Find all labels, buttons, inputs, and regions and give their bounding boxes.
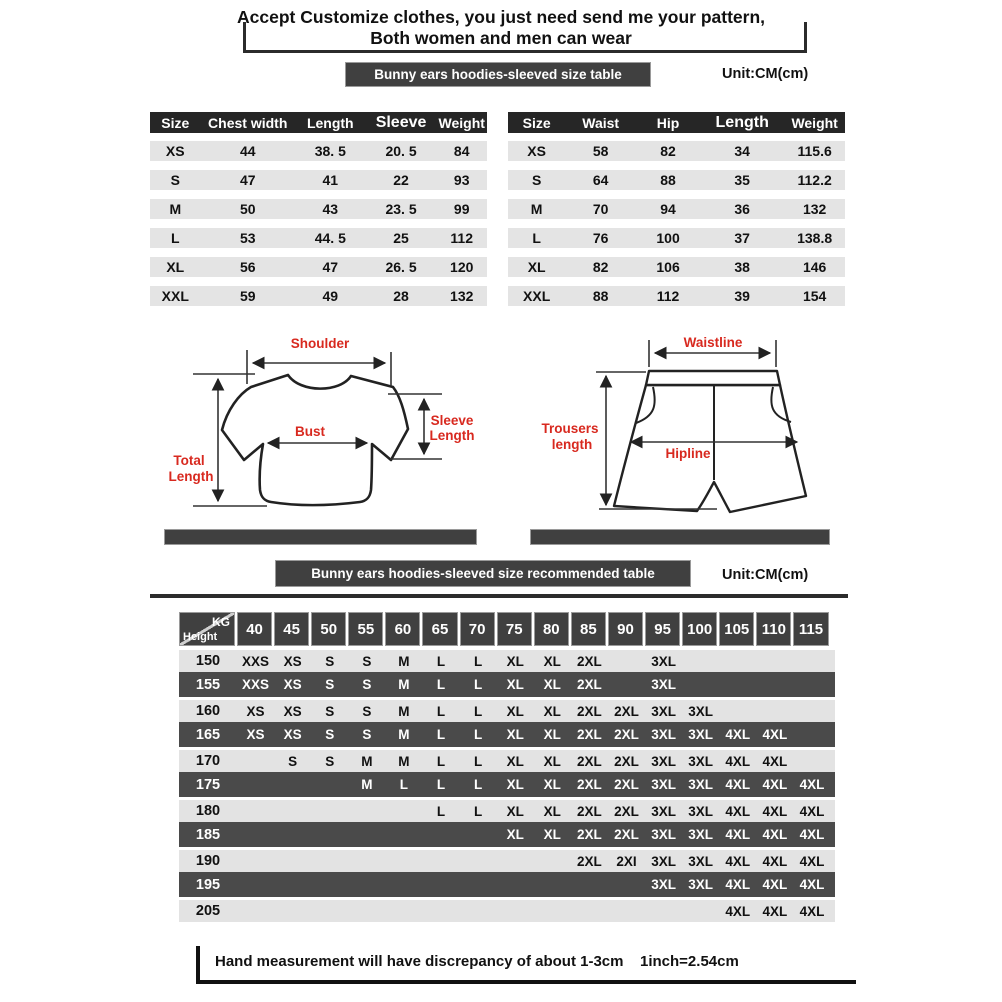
size-cell: 44. 5 [314,230,346,246]
recommend-cell: 3XL [651,677,676,692]
size-cell: 112 [656,288,680,304]
recommend-cell: 3XL [651,727,676,742]
recommend-cell: L [473,727,483,742]
weight-column-header: 40 [237,612,272,646]
recommend-cell: 3XL [651,827,676,842]
recommend-cell: 4XL [762,827,788,842]
recommend-cell: S [325,703,335,719]
weight-column-header: 115 [793,612,828,646]
size-cell: 99 [453,201,470,217]
weight-column-header: 55 [348,612,383,646]
recommend-cell: 3XL [688,877,714,892]
recommended-size-matrix [179,612,835,922]
recommend-cell: 4XL [725,827,751,842]
recommend-row [179,647,835,672]
size-cell: 41 [322,172,339,188]
recommend-cell: S [362,703,372,719]
heading-line2: Both women and men can wear [370,28,632,48]
recommend-cell: 3XL [688,803,714,819]
recommend-cell: XL [543,803,561,819]
size-row [150,199,487,219]
height-label: 165 [195,726,221,743]
hoodie-table-title [345,62,651,87]
recommend-cell: 3XL [688,727,714,742]
recommend-cell: XL [543,777,561,792]
recommend-cell: 3XL [688,753,714,769]
recommend-cell: 2XL [577,677,602,692]
shirt-outline [222,375,408,505]
size-cell: 64 [592,172,609,188]
weight-column-header: 45 [274,612,309,646]
size-cell: S [531,172,542,188]
recommend-cell: M [398,727,410,742]
column-header: Size [161,114,190,131]
recommend-cell: 3XL [651,653,676,669]
size-cell: 154 [802,288,827,304]
recommend-cell: S [362,653,372,669]
size-cell: 34 [734,143,750,159]
recommend-cell: 4XL [762,903,788,919]
recommend-cell: 2XL [614,803,639,819]
recommend-cell: S [325,677,335,692]
recommend-cell: L [436,727,446,742]
recommend-row [179,747,835,772]
column-header: Weight [438,114,485,131]
size-cell: 25 [393,230,409,246]
recommend-cell: 4XL [725,853,751,869]
weight-column-header: 85 [571,612,606,646]
shorts-measurement-diagram [510,330,850,530]
recommend-cell: XL [506,753,524,769]
recommend-cell: XL [506,777,524,792]
recommend-cell: 2XL [614,827,639,842]
recommend-cell: M [398,703,410,719]
footer-bottom-bar [196,980,856,984]
recommend-cell: 4XL [725,777,751,792]
size-cell: 38. 5 [314,143,346,159]
trousers-length-label-2: length [551,437,593,452]
recommend-cell: L [436,653,446,669]
size-cell: M [169,201,182,217]
hipline-label: Hipline [665,446,711,461]
recommend-cell: 4XL [762,803,788,819]
recommend-cell: 2XL [614,727,639,742]
recommend-cell: XS [283,677,302,692]
size-cell: 20. 5 [385,143,417,159]
size-cell: 84 [453,143,470,159]
recommend-cell: XS [283,703,302,719]
column-header: Sleeve [375,113,427,131]
height-label: 195 [195,876,221,893]
recommend-cell: M [398,753,410,769]
size-cell: 38 [734,259,750,275]
size-cell: XXL [161,288,189,304]
matrix-corner-cell [179,612,235,646]
size-cell: M [530,201,543,217]
recommend-cell: S [362,677,372,692]
shirt-measurement-diagram [160,330,500,530]
size-cell: S [170,172,180,188]
recommended-table-title [275,560,691,587]
recommend-cell: L [436,677,446,692]
size-row [150,228,487,248]
recommend-cell: 4XL [799,803,825,819]
size-cell: 94 [660,201,676,217]
size-cell: XL [527,259,546,275]
recommend-cell: M [398,677,410,692]
recommend-cell: XL [543,827,561,842]
weight-column-header: 100 [682,612,717,646]
size-cell: 106 [656,259,680,275]
size-row [508,170,845,190]
height-label: 205 [195,903,221,919]
size-row [150,286,487,306]
recommend-cell: L [473,677,483,692]
matrix-header-row [179,612,835,646]
size-row [150,170,487,190]
size-cell: 36 [734,201,750,217]
size-cell: XL [166,259,185,275]
size-cell: 146 [802,259,827,275]
recommend-cell: 3XL [651,853,676,869]
recommend-cell: 4XL [762,753,788,769]
recommend-row [179,772,835,797]
recommended-table-title-text: Bunny ears hoodies-sleeved size recommended table [311,566,655,581]
bust-label: Bust [295,424,325,439]
size-cell: 58 [592,143,609,159]
corner-height-label: Height [183,631,218,643]
size-cell: 47 [322,259,339,275]
recommend-cell: XS [246,727,265,742]
recommend-cell: 2XL [577,753,602,769]
height-label: 170 [195,753,221,769]
recommend-cell: 2XL [577,803,602,819]
size-cell: XS [527,143,546,159]
recommend-cell: 3XL [651,703,676,719]
hoodie-table-title-text: Bunny ears hoodies-sleeved size table [374,67,622,82]
table-header-row [508,112,845,133]
recommend-cell: XL [543,727,561,742]
recommend-cell: S [288,753,298,769]
size-cell: 82 [592,259,609,275]
size-cell: 59 [239,288,256,304]
size-cell: 112 [450,230,473,246]
height-label: 180 [195,803,221,819]
recommend-cell: XL [506,653,524,669]
size-row [150,141,487,161]
matrix-body [179,647,835,922]
recommend-cell: M [398,653,410,669]
size-cell: 93 [453,172,470,188]
corner-kg-label: KG [212,615,230,629]
recommend-cell: 2XL [614,777,639,792]
recommend-cell: 2XL [577,703,602,719]
recommend-cell: M [361,777,373,792]
sleeve-length-label-1: Sleeve [430,413,474,428]
size-row [508,199,845,219]
recommend-row [179,822,835,847]
weight-column-header: 70 [460,612,495,646]
size-cell: 88 [660,172,676,188]
size-cell: 44 [239,143,256,159]
size-cell: 100 [656,230,680,246]
recommend-cell: 3XL [651,877,676,892]
height-label: 160 [195,703,221,719]
trousers-length-label-1: Trousers [541,421,599,436]
unit-label-1: Unit:CM(cm) [722,66,809,82]
height-label: 150 [195,653,221,669]
recommend-cell: 2XL [577,653,602,669]
size-cell: L [170,230,180,246]
recommend-cell: S [325,727,335,742]
shorts-waistband [646,371,780,385]
height-label: 155 [195,676,221,693]
recommend-cell: 2XL [577,827,602,842]
shoulder-label: Shoulder [290,336,350,351]
recommend-cell: S [362,727,372,742]
recommend-cell: S [325,753,335,769]
size-cell: 49 [322,288,339,304]
recommend-cell: L [436,703,446,719]
recommend-cell: 4XL [725,903,751,919]
recommend-cell: XS [246,703,265,719]
section-rule [150,594,848,598]
recommend-row [179,697,835,722]
weight-column-header: 50 [311,612,346,646]
recommend-cell: 4XL [799,853,825,869]
column-header: Waist [582,114,620,131]
size-cell: 56 [239,259,256,275]
weight-column-header: 105 [719,612,754,646]
sleeve-length-label-2: Length [429,428,475,443]
column-header: Size [522,114,551,131]
recommend-cell: L [399,777,409,792]
size-cell: 120 [450,259,474,275]
recommend-cell: 4XL [762,853,788,869]
size-cell: 43 [322,201,339,217]
size-cell: 26. 5 [385,259,417,275]
weight-column-header: 110 [756,612,791,646]
recommend-cell: 4XL [799,903,825,919]
size-cell: 115.6 [797,143,832,159]
recommend-cell: 3XL [651,777,676,792]
recommend-cell: XL [506,727,524,742]
recommend-cell: XL [506,677,524,692]
size-row [508,228,845,248]
size-cell: 23. 5 [385,201,417,217]
column-header: Weight [791,114,838,131]
recommend-row [179,897,835,922]
recommend-cell: 4XL [725,803,751,819]
recommend-cell: 4XL [799,827,825,842]
weight-column-header: 60 [385,612,420,646]
recommend-cell: L [473,653,483,669]
size-cell: 76 [592,230,609,246]
heading-line1: Accept Customize clothes, you just need send me your pattern, [236,7,766,27]
recommend-cell: 3XL [688,827,714,842]
column-header: Chest width [208,114,288,131]
weight-column-header: 95 [645,612,680,646]
recommend-row [179,722,835,747]
weight-column-header: 65 [422,612,457,646]
size-cell: 132 [802,201,827,217]
size-cell: 28 [393,288,409,304]
unit-label-2: Unit:CM(cm) [722,567,809,583]
recommend-cell: 2XL [614,753,639,769]
total-length-label-1: Total [173,453,205,468]
column-header: Length [306,114,354,131]
recommend-cell: XL [506,827,524,842]
recommend-cell: S [325,653,335,669]
size-cell: 47 [239,172,256,188]
recommend-cell: 2XI [616,853,637,869]
recommend-cell: 3XL [651,803,676,819]
inch-conversion: 1inch=2.54cm [640,953,739,970]
weight-column-header: 90 [608,612,643,646]
size-row [508,141,845,161]
divider-bar-right [530,529,830,545]
recommend-cell: L [436,777,446,792]
height-label: 190 [195,853,221,869]
recommend-cell: L [473,703,483,719]
recommend-cell: 4XL [762,877,788,892]
height-label: 175 [195,776,221,793]
recommend-cell: 4XL [799,777,825,792]
table-header-row [150,112,487,133]
recommend-cell: 2XL [577,727,602,742]
column-header: Length [715,113,769,131]
shorts-size-table [508,112,845,315]
recommend-cell: 4XL [799,877,825,892]
recommend-cell: 2XL [614,703,639,719]
recommend-cell: M [361,753,373,769]
recommend-cell: XS [283,727,302,742]
recommend-cell: XL [543,753,561,769]
recommend-cell: L [473,777,483,792]
recommend-row [179,872,835,897]
recommend-cell: 2XL [577,853,602,869]
recommend-cell: L [473,753,483,769]
column-header: Hip [656,114,680,131]
weight-column-header: 80 [534,612,569,646]
recommend-cell: XL [506,803,524,819]
size-cell: 35 [734,172,750,188]
size-cell: 22 [393,172,409,188]
waistline-label: Waistline [683,335,743,350]
weight-column-header: 75 [497,612,532,646]
size-cell: 37 [734,230,750,246]
recommend-row [179,672,835,697]
recommend-cell: 2XL [577,777,602,792]
recommend-cell: 4XL [725,727,751,742]
recommend-cell: XXS [242,677,270,692]
size-cell: 132 [450,288,474,304]
recommend-cell: XL [543,653,561,669]
measurement-note: Hand measurement will have discrepancy of about 1-3cm [215,953,624,970]
recommend-cell: XXS [242,653,270,669]
hoodie-size-table [150,112,487,315]
size-cell: 112.2 [797,172,832,188]
recommend-cell: XL [543,703,561,719]
recommend-cell: 4XL [762,727,788,742]
recommend-cell: 3XL [688,777,714,792]
divider-bar-left [164,529,477,545]
recommend-row [179,797,835,822]
recommend-cell: XS [283,653,302,669]
height-label: 185 [195,826,221,843]
size-cell: 39 [734,288,750,304]
recommend-cell: 4XL [762,777,788,792]
recommend-cell: 3XL [651,753,676,769]
size-cell: 88 [592,288,609,304]
total-length-label-2: Length [168,469,214,484]
recommend-row [179,847,835,872]
recommend-cell: L [473,803,483,819]
footer-left-bar [196,946,200,984]
size-row [150,257,487,277]
size-cell: 70 [592,201,609,217]
size-cell: XXL [523,288,551,304]
size-row [508,257,845,277]
size-cell: XS [165,143,185,159]
size-cell: 50 [239,201,256,217]
recommend-cell: 3XL [688,853,714,869]
size-cell: 82 [660,143,676,159]
recommend-cell: L [436,803,446,819]
recommend-cell: L [436,753,446,769]
size-cell: L [532,230,541,246]
recommend-cell: 4XL [725,753,751,769]
recommend-cell: 4XL [725,877,751,892]
size-cell: 138.8 [797,230,833,246]
size-cell: 53 [239,230,256,246]
size-row [508,286,845,306]
recommend-cell: XL [543,677,561,692]
recommend-cell: 3XL [688,703,714,719]
recommend-cell: XL [506,703,524,719]
